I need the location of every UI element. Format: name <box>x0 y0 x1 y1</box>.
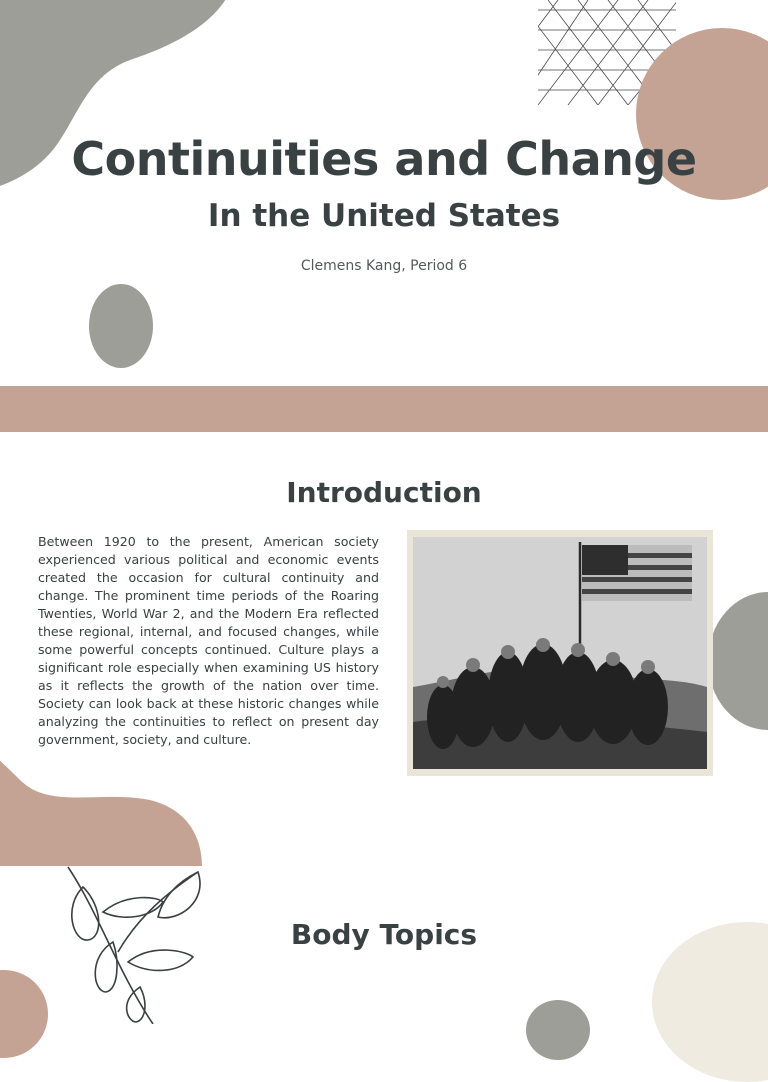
introduction-paragraph: Between 1920 to the present, American society experienced various political and economic events created the occasion for cultural continuity and change. The prominent time periods of the Roaring Twenties, World War 2, and the Modern Era reflected these regional, internal, and focused changes, while some powerful concepts continued. Culture plays a significant role especially when examining US history as it reflects the growth of the nation over time. Society can look back at these historic changes while analyzing the continuities to reflect on present day government, society, and culture. <box>38 534 379 747</box>
flag-raising-photo-illustration <box>413 537 707 769</box>
page-title: Continuities and Change <box>71 132 697 186</box>
body-topics-heading: Body Topics <box>290 918 478 951</box>
decorative-blob-right <box>708 592 768 730</box>
historic-photo <box>413 537 707 769</box>
decorative-blob-bottom-left <box>0 970 48 1058</box>
historic-photo-frame <box>407 530 713 776</box>
author-line: Clemens Kang, Period 6 <box>300 258 468 274</box>
page-subtitle: In the United States <box>207 198 561 234</box>
decorative-oval-grey <box>89 284 153 368</box>
introduction-heading: Introduction <box>286 476 482 509</box>
decorative-blob-bottom <box>526 1000 590 1060</box>
divider-band <box>0 386 768 432</box>
